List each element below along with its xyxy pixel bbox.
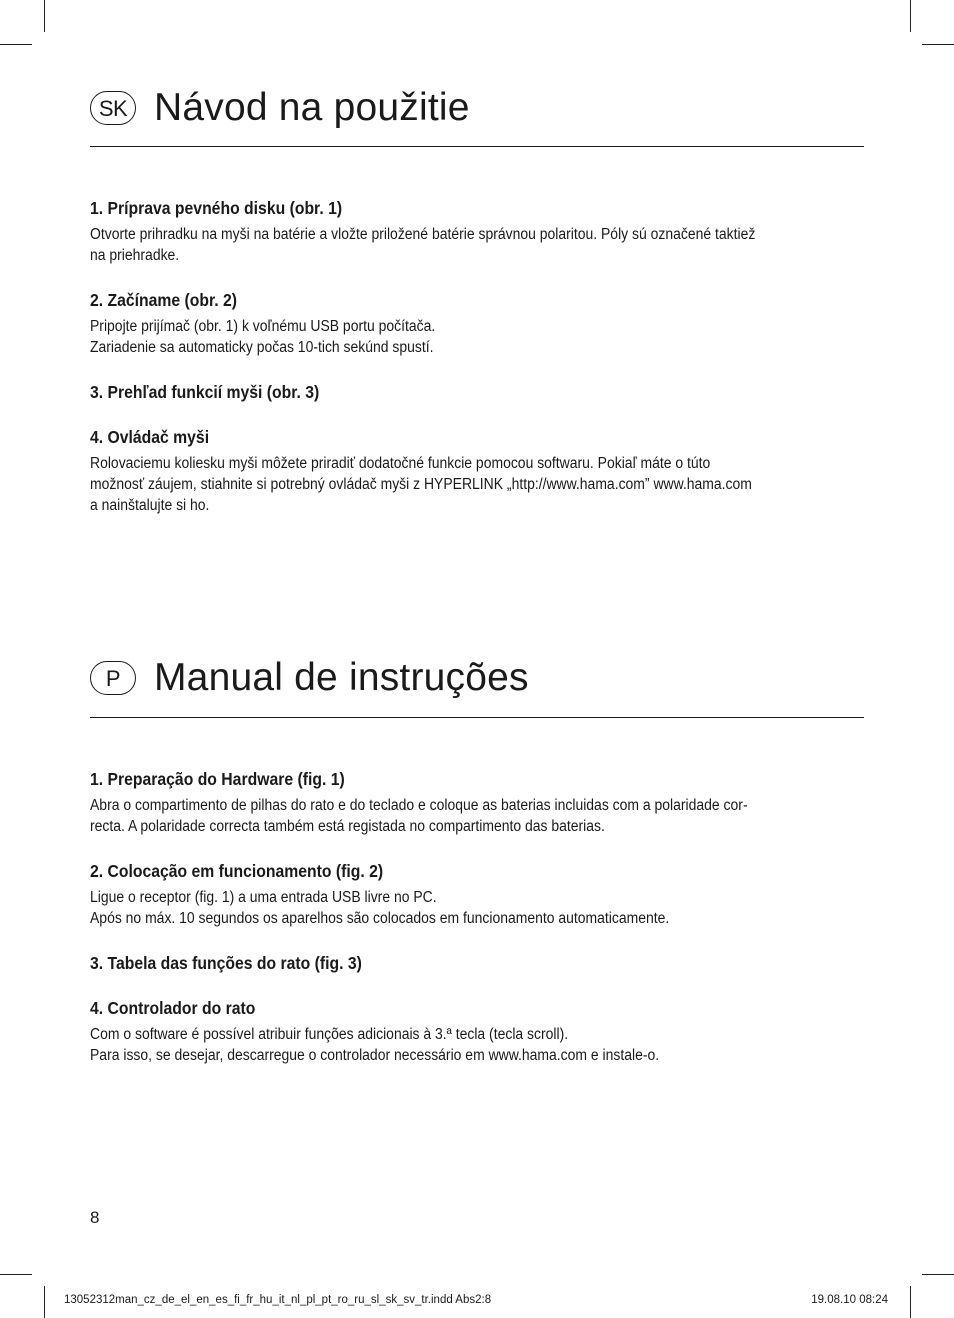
- pt-language-badge: P: [90, 661, 136, 695]
- crop-mark: [44, 1286, 45, 1318]
- sk-heading-3: 3. Prehľad funkcií myši (obr. 3): [90, 382, 320, 402]
- sk-page-title: Návod na použitie: [154, 86, 470, 129]
- pt-heading-3: 3. Tabela das funções do rato (fig. 3): [90, 953, 362, 973]
- sk-heading-4: 4. Ovládač myši: [90, 427, 210, 447]
- sk-item-1: [90, 197, 866, 266]
- crop-mark: [0, 1274, 32, 1275]
- sk-language-badge: SK: [90, 91, 136, 125]
- page-number: 8: [90, 1208, 100, 1227]
- pt-text-2: Ligue o receptor (fig. 1) a uma entrada USB livre no PC. Após no máx. 10 segundos os aparelhos são colocados em funcionamento automaticamente.: [90, 889, 670, 927]
- pt-section-header: [90, 656, 529, 700]
- pt-page-title: Manual de instruções: [154, 656, 529, 699]
- pt-item-3: [90, 952, 866, 974]
- footer-timestamp: 19.08.10 08:24: [811, 1294, 888, 1306]
- crop-mark: [922, 44, 954, 45]
- sk-heading-1: 1. Príprava pevného disku (obr. 1): [90, 198, 343, 218]
- sk-item-2: [90, 289, 866, 358]
- pt-item-1: [90, 768, 866, 837]
- pt-heading-1: 1. Preparação do Hardware (fig. 1): [90, 769, 345, 789]
- pt-title-rule: [90, 717, 864, 718]
- pt-text-4: Com o software é possível atribuir funções adicionais à 3.ª tecla (tecla scroll). Para isso, se desejar, descarregue o controlador necessário em www.hama.com e instale-o.: [90, 1026, 660, 1064]
- pt-item-4: [90, 997, 866, 1066]
- pt-content: [90, 768, 866, 1089]
- sk-text-2: Pripojte prijímač (obr. 1) k voľnému USB portu počítača. Zariadenie sa automaticky počas 10-tich sekúnd spustí.: [90, 318, 436, 356]
- crop-mark: [44, 0, 45, 32]
- crop-mark: [910, 1286, 911, 1318]
- sk-title-rule: [90, 146, 864, 147]
- sk-text-1: Otvorte prihradku na myši na batérie a vložte priložené batérie správnou polaritou. Póly sú označené taktiež na priehradke.: [90, 226, 756, 264]
- pt-item-2: [90, 860, 866, 929]
- crop-mark: [0, 44, 32, 45]
- sk-item-4: [90, 426, 866, 516]
- sk-item-3: [90, 381, 866, 403]
- sk-content: [90, 197, 866, 539]
- sk-section-header: [90, 86, 470, 130]
- crop-mark: [910, 0, 911, 32]
- pt-heading-4: 4. Controlador do rato: [90, 998, 256, 1018]
- crop-mark: [922, 1274, 954, 1275]
- pt-heading-2: 2. Colocação em funcionamento (fig. 2): [90, 861, 384, 881]
- sk-text-4: Rolovaciemu koliesku myši môžete priradiť dodatočné funkcie pomocou softwaru. Pokiaľ máte o túto možnosť záujem, stiahnite si potrebný ovládač myši z HYPERLINK „http://www.hama.com” www.hama.com a nainštalujte si ho.: [90, 455, 752, 514]
- sk-heading-2: 2. Začíname (obr. 2): [90, 290, 238, 310]
- pt-text-1: Abra o compartimento de pilhas do rato e do teclado e coloque as baterias incluidas com a polaridade cor- recta. A polaridade correcta também está registada no compartimento das baterias.: [90, 797, 748, 835]
- footer-filename: 13052312man_cz_de_el_en_es_fi_fr_hu_it_nl_pl_pt_ro_ru_sl_sk_sv_tr.indd Abs2:8: [64, 1294, 492, 1306]
